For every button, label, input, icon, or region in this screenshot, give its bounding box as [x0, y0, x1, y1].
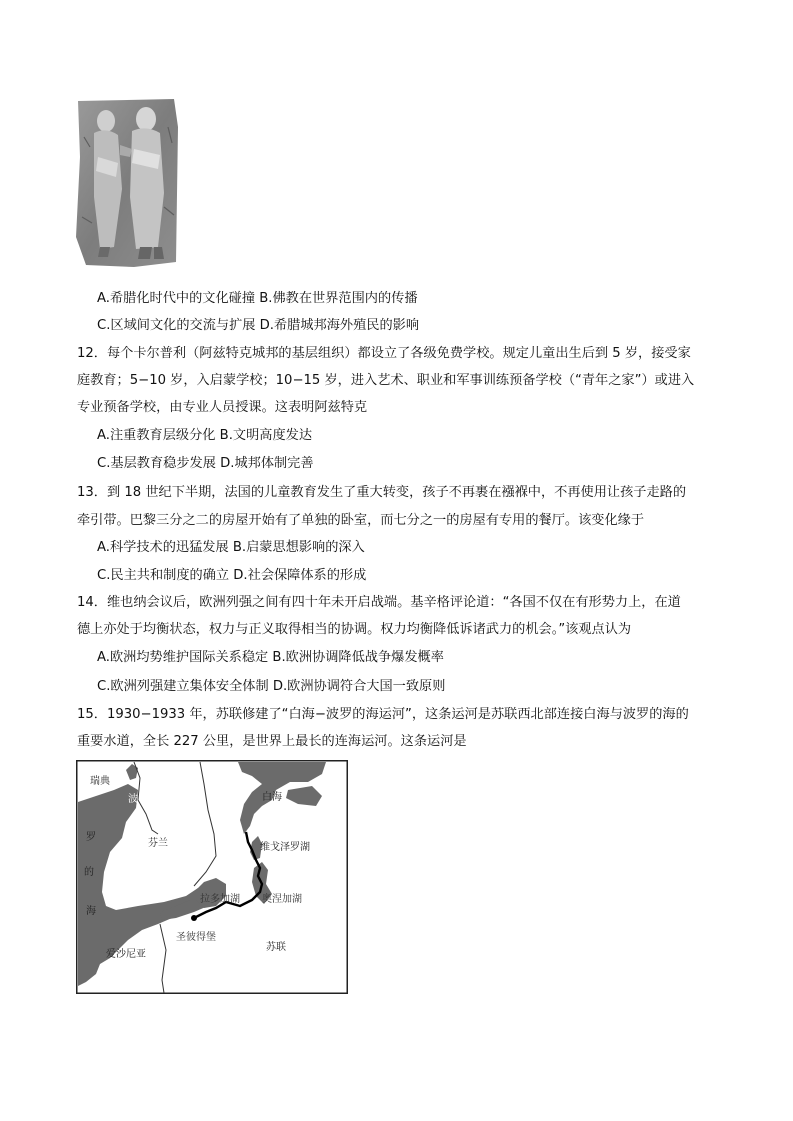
q14-option-a-b: A.欧洲均势维护国际关系稳定 B.欧洲协调降低战争爆发概率 [97, 650, 444, 665]
q14-stem-line-1: 14．维也纳会议后，欧洲列强之间有四十年未开启战端。基辛格评论道：“各国不仅在有形势力上，在道 [77, 595, 681, 610]
q12-stem-line-2: 庭教育；5−10 岁，入启蒙学校；10−15 岁，进入艺术、职业和军事训练预备学校（“青年之家”）或进入 [77, 373, 695, 388]
q13-stem-line-1: 13．到 18 世纪下半期，法国的儿童教育发生了重大转变，孩子不再裹在襁褓中，不再使用让孩子走路的 [77, 485, 687, 500]
canal-map [76, 760, 348, 994]
label-st-petersburg: 圣彼得堡 [176, 932, 216, 943]
label-lake-onega: 奥涅加湖 [262, 894, 302, 905]
q14-stem-line-2: 德上亦处于均衡状态，权力与正义取得相当的协调。权力均衡降低诉诸武力的机会。”该观点认为 [77, 622, 632, 637]
label-lake-vygozero: 维戈泽罗湖 [260, 842, 310, 853]
st-petersburg-dot [191, 915, 197, 921]
relief-sculpture-drawing [74, 97, 180, 269]
q15-stem-line-2: 重要水道，全长 227 公里，是世界上最长的连海运河。这条运河是 [77, 734, 467, 749]
q12-option-c-d: C.基层教育稳步发展 D.城邦体制完善 [97, 456, 314, 471]
q11-option-a-b: A.希腊化时代中的文化碰撞 B.佛教在世界范围内的传播 [97, 291, 418, 306]
q11-option-c-d: C.区域间文化的交流与扩展 D.希腊城邦海外殖民的影响 [97, 318, 420, 333]
label-finland: 芬兰 [148, 838, 168, 849]
q13-stem-line-2: 牵引带。巴黎三分之二的房屋开始有了单独的卧室，而七分之一的房屋有专用的餐厅。该变化缘于 [77, 513, 645, 528]
q13-option-c-d: C.民主共和制度的确立 D.社会保障体系的形成 [97, 568, 367, 583]
label-white-sea: 白海 [262, 792, 282, 803]
q12-option-a-b: A.注重教育层级分化 B.文明高度发达 [97, 428, 313, 443]
label-sweden: 瑞典 [90, 776, 110, 787]
q13-option-a-b: A.科学技术的迅猛发展 B.启蒙思想影响的深入 [97, 540, 365, 555]
q14-option-c-d: C.欧洲列强建立集体安全体制 D.欧洲协调符合大国一致原则 [97, 679, 446, 694]
relief-sculpture-image [74, 97, 180, 269]
q12-stem-line-3: 专业预备学校，由专业人员授课。这表明阿兹特克 [77, 400, 368, 415]
label-baltic-2: 罗 [86, 832, 96, 843]
label-baltic-1: 波 [128, 794, 138, 805]
label-ussr: 苏联 [266, 942, 286, 953]
label-baltic-3: 的 [84, 867, 94, 878]
q15-stem-line-1: 15．1930−1933 年，苏联修建了“白海−波罗的海运河”，这条运河是苏联西北部连接白海与波罗的海的 [77, 707, 689, 722]
label-estonia: 爱沙尼亚 [106, 949, 146, 960]
label-lake-ladoga: 拉多加湖 [200, 894, 240, 905]
label-baltic-4: 海 [86, 906, 96, 917]
q12-stem-line-1: 12．每个卡尔普利（阿兹特克城邦的基层组织）都设立了各级免费学校。规定儿童出生后到 5 岁，接受家 [77, 346, 691, 361]
canal-map-drawing [76, 760, 348, 994]
